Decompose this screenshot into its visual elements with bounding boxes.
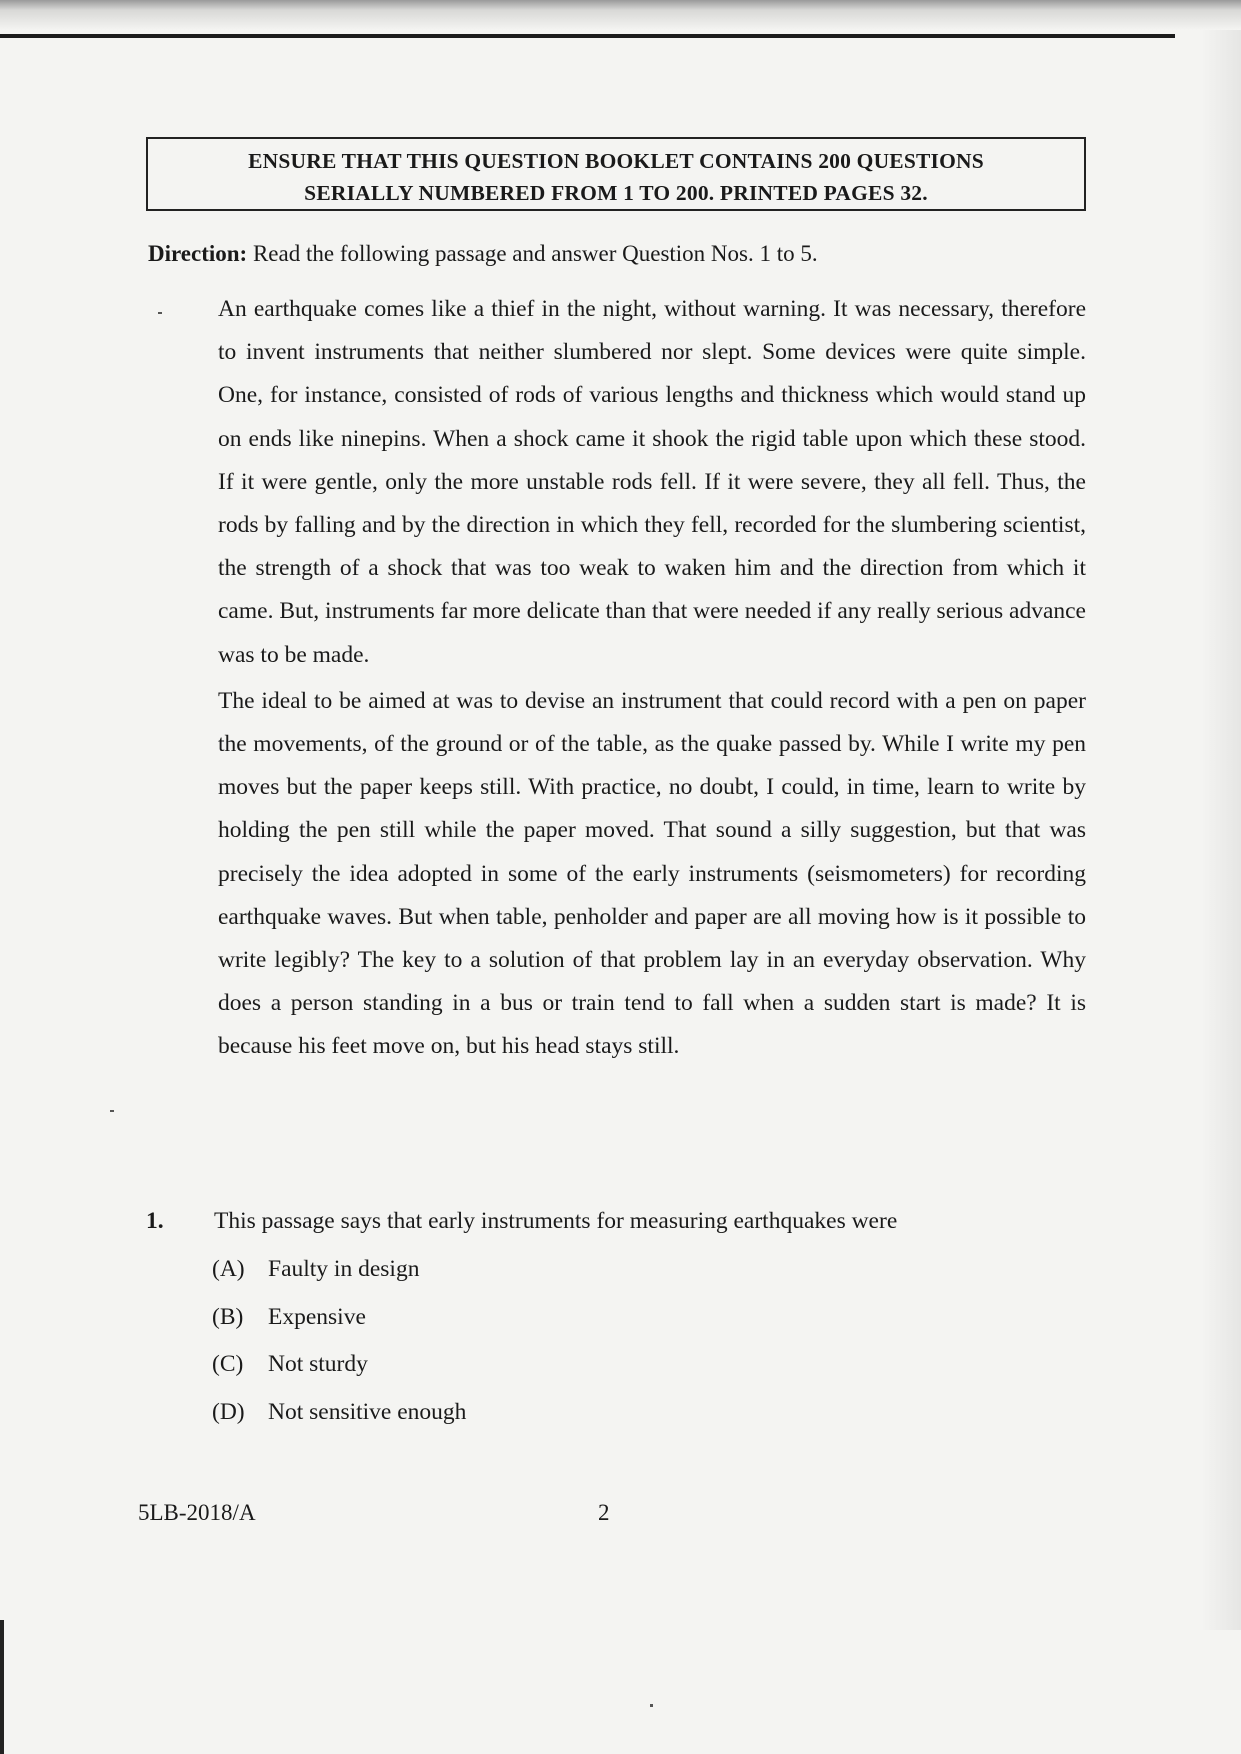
option-text: Faulty in design — [268, 1256, 420, 1282]
answer-options — [212, 1256, 466, 1446]
page-number: 2 — [598, 1500, 610, 1525]
option-c[interactable] — [212, 1351, 466, 1399]
option-letter: (D) — [212, 1398, 245, 1425]
question-text: This passage says that early instruments for measuring earthquakes were — [214, 1208, 898, 1234]
option-b[interactable] — [212, 1304, 466, 1352]
scan-speck — [650, 1704, 653, 1707]
booklet-notice-box — [146, 137, 1086, 211]
notice-line-2: SERIALLY NUMBERED FROM 1 TO 200. PRINTED PAGES 32. — [304, 181, 928, 205]
option-text: Not sturdy — [268, 1351, 368, 1377]
scan-speck — [158, 312, 162, 314]
notice-line-1: ENSURE THAT THIS QUESTION BOOKLET CONTAINS 200 QUESTIONS — [248, 149, 984, 173]
question-number: 1. — [146, 1208, 164, 1234]
option-text: Expensive — [268, 1303, 366, 1330]
passage-paragraph-1: An earthquake comes like a thief in the night, without warning. It was necessary, therefore to invent instruments that neither slumbered nor slept. Some devices were quite simple. One, for instance, consisted of rods of various lengths and thickness which would stand up on ends like ninepins. When a shock came it shook the rigid table upon which these stood. If it were gentle, only the more unstable rods fell. If it were severe, they all fell. Thus, the rods by falling and by the direction in which they fell, recorded for the slumbering scientist, the strength of a shock that was too weak to waken him and the direction from which it came. But, instruments far more delicate than that were needed if any really serious advance was to be made. — [218, 296, 1086, 668]
passage-paragraph-2: The ideal to be aimed at was to devise an instrument that could record with a pen on paper the movements, of the ground or of the table, as the quake passed by. While I write my pen moves but the paper keeps still. With practice, no doubt, I could, in time, learn to write by holding the pen still while the paper moved. That sound a silly suggestion, but that was precisely the idea adopted in some of the early instruments (seismometers) for recording earthquake waves. But when table, penholder and paper are all moving how is it possible to write legibly? The key to a solution of that problem lay in an everyday observation. Why does a person standing in a bus or train tend to fall when a sudden start is made? It is because his feet move on, but his head stays still. — [218, 687, 1086, 1060]
reading-passage — [218, 288, 1086, 1069]
direction-label: Direction: — [148, 241, 248, 266]
option-text: Not sensitive enough — [268, 1398, 467, 1425]
scan-right-shadow — [1201, 30, 1241, 1630]
direction-line — [148, 241, 818, 267]
option-letter: (A) — [212, 1256, 245, 1282]
page-top-rule — [0, 34, 1175, 38]
scan-speck — [110, 1110, 114, 1112]
booklet-code: 5LB-2018/A — [138, 1500, 256, 1525]
option-a[interactable] — [212, 1256, 466, 1304]
scan-left-edge — [0, 1620, 4, 1754]
option-letter: (B) — [212, 1303, 244, 1330]
option-letter: (C) — [212, 1351, 244, 1377]
direction-text: Read the following passage and answer Question Nos. 1 to 5. — [252, 241, 818, 266]
option-d[interactable] — [212, 1399, 466, 1447]
